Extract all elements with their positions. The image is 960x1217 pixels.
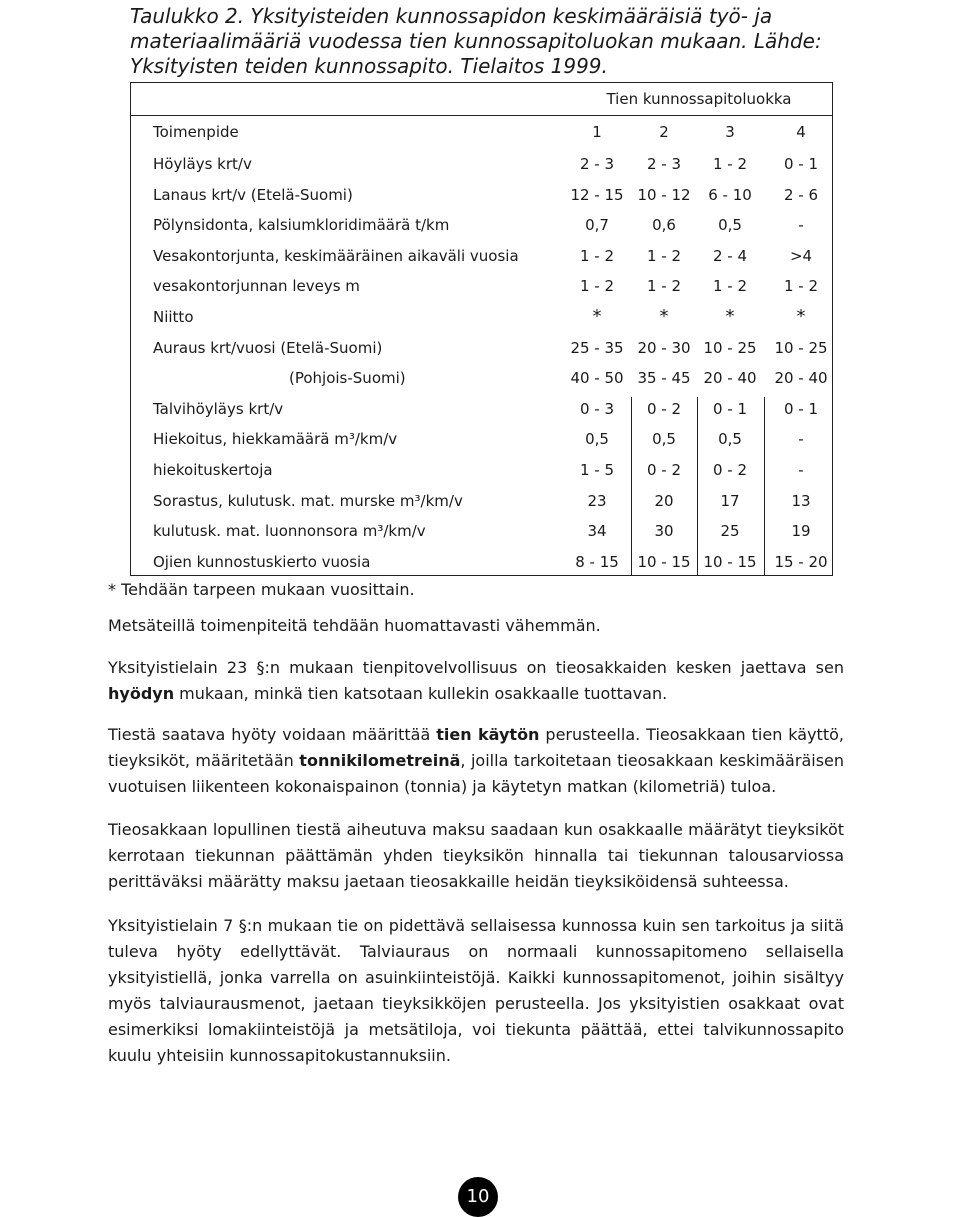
class-header: 2: [659, 123, 669, 141]
row-value: 0,7: [585, 216, 609, 235]
row-value: 0 - 1: [712, 399, 748, 418]
row-label: kulutusk. mat. luonnonsora m³/km/v: [153, 522, 426, 541]
table-row: [131, 546, 832, 578]
row-value: 0,5: [585, 430, 609, 449]
row-value: *: [796, 306, 806, 327]
table-row: [131, 362, 832, 394]
table-row: [131, 454, 832, 486]
table-row: [131, 485, 832, 517]
row-label: Hiekoitus, hiekkamäärä m³/km/v: [153, 430, 398, 449]
row-value: 1 - 2: [579, 277, 615, 296]
row-label: Sorastus, kulutusk. mat. murske m³/km/v: [153, 491, 463, 510]
row-label: Auraus krt/vuosi (Etelä-Suomi): [153, 338, 383, 357]
text: Yksityistielain 23 §:n mukaan tienpitovelvollisuus on tieosakkaiden kesken jaettava sen: [108, 658, 844, 677]
row-value: 2 - 3: [646, 155, 682, 173]
row-value: 0,5: [718, 430, 742, 449]
emphasis: tien käytön: [436, 725, 540, 744]
table-row: [131, 423, 832, 455]
row-value: 40 - 50: [570, 369, 624, 388]
row-value: 17: [720, 491, 740, 510]
table-row: [131, 179, 832, 211]
row-value: 0,6: [652, 216, 676, 235]
paragraph-winter-maintenance: Yksityistielain 7 §:n mukaan tie on pidettävä sellaisessa kunnossa kuin sen tarkoitus ja siitä tuleva hyöty edellyttävät. Talviauraus on normaali kunnossapitomeno sellaisella yksityistiellä, jonka varrella on asuinkiinteistöjä. Kaikki kunnossapitomenot, joihin sisältyy myös talviaurausmenot, jaetaan tieyksikköjen perusteella. Jos yksityistien osakkaat ovat esimerkiksi lomakiinteistöjä ja metsätiloja, voi tiekunta päättää, ettei talvikunnossapito kuulu yhteisiin kunnossapitokustannuksiin.: [108, 916, 844, 1065]
table-row: [131, 209, 832, 241]
column-divider: [697, 397, 698, 575]
page-number: 10: [458, 1177, 498, 1217]
row-label: hiekoituskertoja: [153, 461, 273, 479]
row-value: 35 - 45: [637, 369, 691, 388]
row-label: vesakontorjunnan leveys m: [153, 277, 360, 296]
row-value: 1 - 2: [712, 277, 748, 296]
row-value: 13: [791, 491, 811, 510]
row-label: Höyläys krt/v: [153, 155, 252, 173]
text: mukaan, minkä tien katsotaan kullekin osakkaalle tuottavan.: [174, 684, 668, 703]
row-value: >4: [789, 246, 813, 265]
row-label: Niitto: [153, 308, 194, 326]
row-value: 1 - 2: [712, 155, 748, 173]
row-label: Vesakontorjunta, keskimääräinen aikaväli vuosia: [153, 246, 519, 265]
table-row: [131, 270, 832, 302]
row-value: 2 - 4: [712, 246, 748, 265]
row-value: 6 - 10: [708, 185, 752, 204]
row-value: 0 - 1: [783, 399, 819, 418]
row-value: 20 - 40: [774, 369, 828, 388]
row-label: Pölynsidonta, kalsiumkloridimäärä t/km: [153, 216, 450, 235]
row-value: 20 - 40: [703, 369, 757, 388]
class-header: 3: [725, 123, 735, 141]
row-value: 20 - 30: [637, 338, 691, 357]
row-value: 2 - 6: [783, 185, 819, 204]
row-value: 34: [587, 522, 607, 541]
row-label: Talvihöyläys krt/v: [153, 399, 284, 418]
column-divider: [631, 397, 632, 575]
class-header: 1: [592, 123, 602, 141]
row-value: *: [592, 306, 602, 327]
row-value: 10 - 15: [637, 552, 691, 571]
header-label: Toimenpide: [153, 123, 239, 141]
row-value: 2 - 3: [579, 155, 615, 173]
group-header: Tien kunnossapitoluokka: [606, 90, 792, 108]
row-label: Ojien kunnostuskierto vuosia: [153, 552, 371, 571]
row-value: *: [659, 306, 669, 327]
column-divider: [764, 397, 765, 575]
row-value: 0,5: [718, 216, 742, 235]
row-value: 12 - 15: [570, 185, 624, 204]
table-row: [131, 332, 832, 364]
table-row: [131, 393, 832, 425]
row-value: 30: [654, 522, 674, 541]
row-value: -: [798, 461, 804, 479]
row-value: 19: [791, 522, 811, 541]
row-value: 15 - 20: [774, 552, 828, 571]
row-value: 1 - 2: [783, 277, 819, 296]
row-value: 10 - 15: [703, 552, 757, 571]
emphasis: tonnikilometreinä: [299, 751, 461, 770]
table-row: [131, 240, 832, 272]
row-value: -: [798, 216, 804, 235]
text: Tiestä saatava hyöty voidaan määrittää: [108, 725, 437, 744]
text: , joilla tarkoitetaan tieosakkaan keskimääräisen vuotuisen liikenteen kokonaispainon (tonnia) ja käytetyn matkan (kilometriä) tuloa.: [108, 751, 845, 796]
forest-road-note: Metsäteillä toimenpiteitä tehdään huomattavasti vähemmän.: [108, 616, 601, 635]
row-value: 23: [587, 491, 607, 510]
row-label: (Pohjois-Suomi): [289, 369, 406, 388]
row-value: 0 - 2: [712, 461, 748, 479]
row-value: *: [725, 306, 735, 327]
row-value: 25 - 35: [570, 338, 624, 357]
row-value: 25: [720, 522, 740, 541]
row-value: 0,5: [652, 430, 676, 449]
emphasis: hyödyn: [108, 684, 175, 703]
paragraph-road-use: [108, 722, 844, 800]
maintenance-table: [130, 82, 833, 576]
row-value: 1 - 5: [579, 461, 615, 479]
table-row: [131, 148, 832, 180]
paragraph-final-fee: Tieosakkaan lopullinen tiestä aiheutuva maksu saadaan kun osakkaalle määrätyt tieyksiköt kerrotaan tiekunnan päättämän yhden tieyksikön hinnalla tai tiekunnan talousarviossa perittäväksi määrätty maksu jaetaan tieosakkaille heidän tieyksiköidensä suhteessa.: [108, 820, 844, 891]
row-value: 0 - 2: [646, 461, 682, 479]
row-value: 1 - 2: [646, 277, 682, 296]
row-value: 10 - 25: [703, 338, 757, 357]
row-value: 1 - 2: [646, 246, 682, 265]
row-value: 0 - 3: [579, 399, 615, 418]
class-header: 4: [796, 123, 806, 141]
row-value: 20: [654, 491, 674, 510]
paragraph-benefit: [108, 655, 844, 707]
table-row: [131, 515, 832, 547]
table-header-row: [131, 116, 832, 148]
row-value: 0 - 2: [646, 399, 682, 418]
row-value: 8 - 15: [575, 552, 619, 571]
row-value: 10 - 12: [637, 185, 691, 204]
row-value: 0 - 1: [783, 155, 819, 173]
table-caption: Taulukko 2. Yksityisteiden kunnossapidon keskimääräisiä työ- ja materiaalimääriä vuodessa tien kunnossapitoluokan mukaan. Lähde: Yksityisten teiden kunnossapito. Tielaitos 1999.: [130, 4, 822, 78]
row-value: 10 - 25: [774, 338, 828, 357]
table-footnote: * Tehdään tarpeen mukaan vuosittain.: [108, 580, 415, 599]
row-label: Lanaus krt/v (Etelä-Suomi): [153, 185, 353, 204]
row-value: 1 - 2: [579, 246, 615, 265]
table-row: [131, 301, 832, 333]
row-value: -: [798, 430, 804, 449]
text: perusteella. Tieosakkaan tien käyttö, tieyksiköt, määritetään: [108, 725, 844, 770]
